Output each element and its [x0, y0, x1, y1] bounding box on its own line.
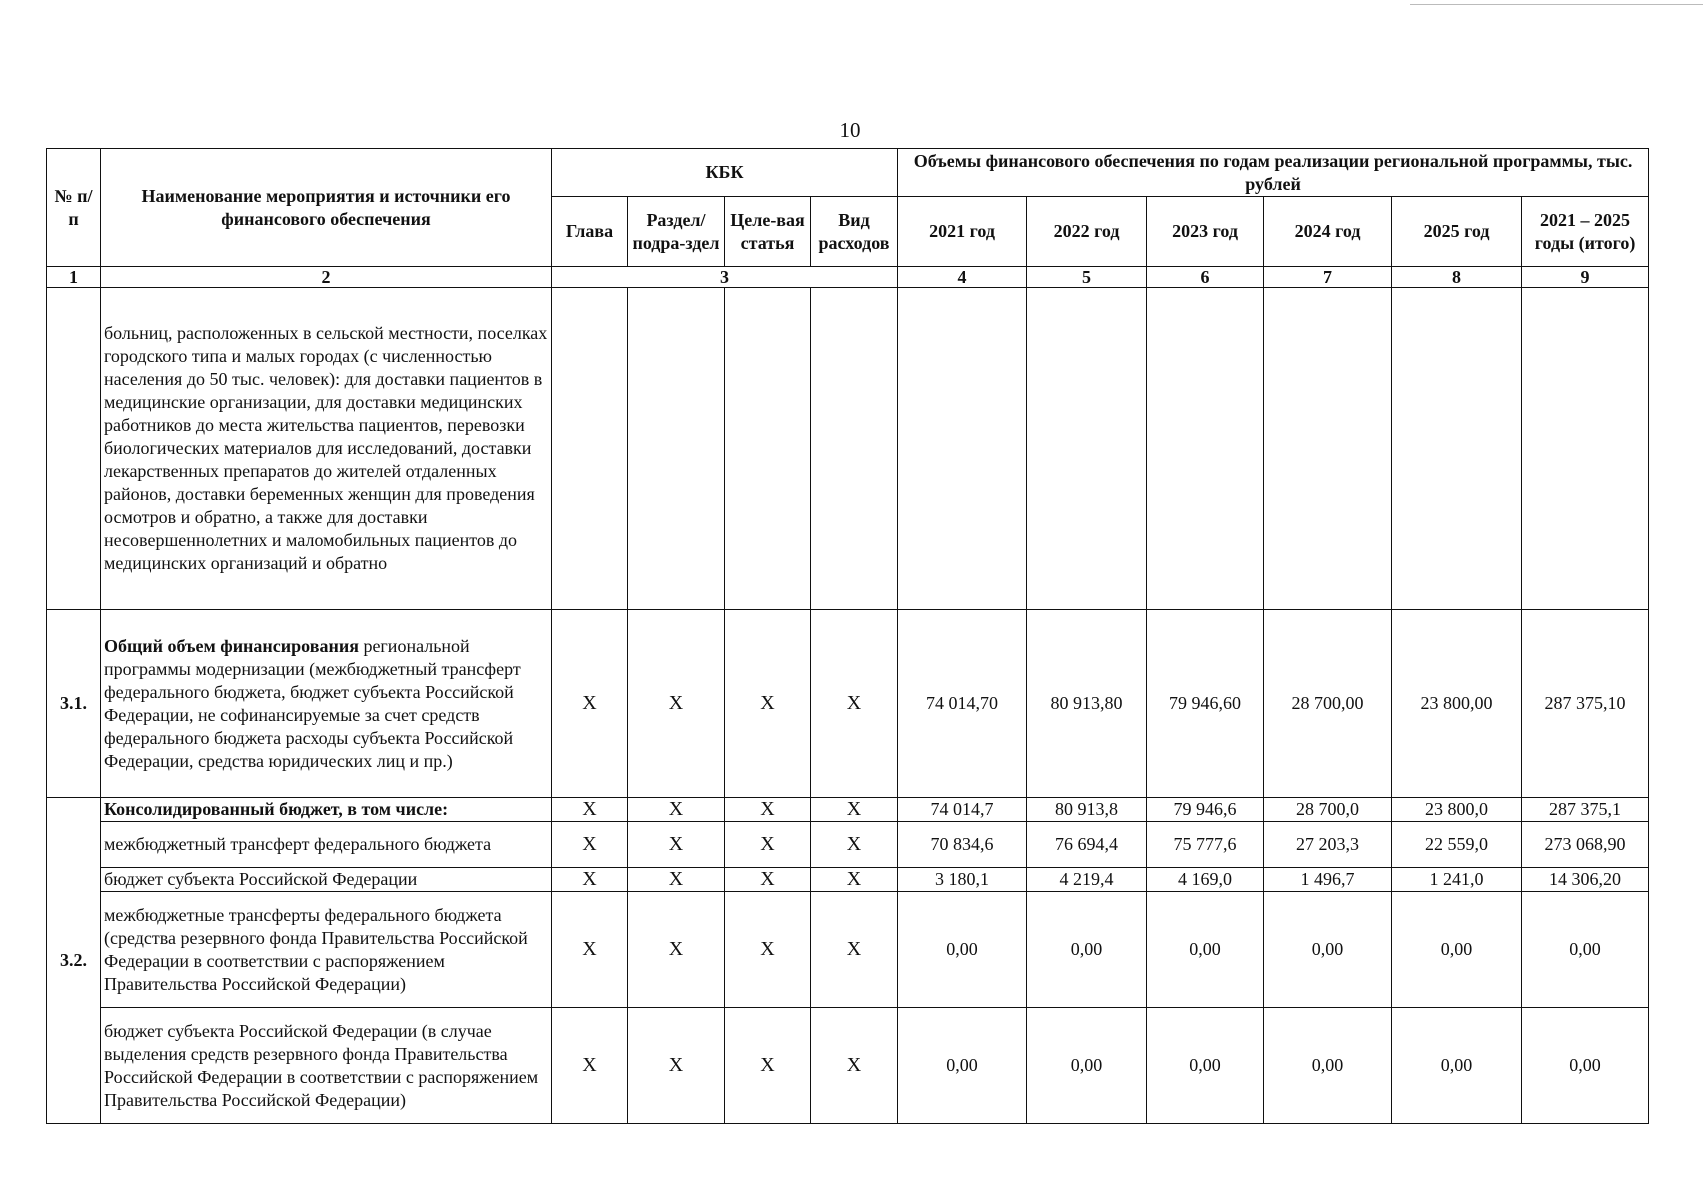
financing-table [46, 148, 1649, 1124]
value-2025: 1 241,0 [1392, 868, 1522, 892]
kbk-statya: Х [725, 822, 811, 868]
kbk-vid: Х [811, 798, 898, 822]
value-total: 14 306,20 [1522, 868, 1649, 892]
colnum-8: 8 [1392, 267, 1522, 288]
header-year-total: 2021 – 2025 годы (итого) [1522, 197, 1649, 267]
colnum-9: 9 [1522, 267, 1649, 288]
kbk-glava: Х [552, 868, 628, 892]
value-2021: 74 014,70 [898, 610, 1027, 798]
table-row-3-2-federal-transfer [47, 822, 1649, 868]
kbk-glava: Х [552, 798, 628, 822]
value-2022: 4 219,4 [1027, 868, 1147, 892]
header-kbk-glava: Глава [552, 197, 628, 267]
value-2024: 28 700,00 [1264, 610, 1392, 798]
colnum-3: 3 [552, 267, 898, 288]
value-2021: 0,00 [898, 1008, 1027, 1124]
row-name-rest: региональной программы модернизации (межбюджетный трансферт федерального бюджета, бюджет субъекта Российской Федерации, не софинансируемые за счет средств федерального бюджета расходы субъекта Российской Федерации, средства юридических лиц и пр.) [104, 635, 521, 771]
top-edge-rule [1410, 4, 1703, 5]
value-2023: 79 946,6 [1147, 798, 1264, 822]
kbk-glava: Х [552, 1008, 628, 1124]
kbk-vid: Х [811, 892, 898, 1008]
row-name: межбюджетный трансферт федерального бюджета [101, 822, 552, 868]
value-2022: 80 913,80 [1027, 610, 1147, 798]
kbk-razdel: Х [628, 610, 725, 798]
header-year-2021: 2021 год [898, 197, 1027, 267]
kbk-statya: Х [725, 892, 811, 1008]
kbk-razdel: Х [628, 1008, 725, 1124]
value-2023: 0,00 [1147, 892, 1264, 1008]
kbk-vid: Х [811, 1008, 898, 1124]
colnum-4: 4 [898, 267, 1027, 288]
row-number: 3.1. [47, 610, 101, 798]
row-number: 3.2. [47, 798, 101, 1124]
value-2023: 75 777,6 [1147, 822, 1264, 868]
table-row-3-2-reserve-federal [47, 892, 1649, 1008]
kbk-vid: Х [811, 822, 898, 868]
header-year-2023: 2023 год [1147, 197, 1264, 267]
page-number: 10 [839, 118, 861, 142]
kbk-razdel: Х [628, 868, 725, 892]
kbk-razdel: Х [628, 798, 725, 822]
colnum-1: 1 [47, 267, 101, 288]
value-2025: 0,00 [1392, 1008, 1522, 1124]
colnum-2: 2 [101, 267, 552, 288]
row-name-bold: Общий объем финансирования [104, 635, 359, 656]
value-2025: 23 800,0 [1392, 798, 1522, 822]
value-2024: 1 496,7 [1264, 868, 1392, 892]
header-year-2025: 2025 год [1392, 197, 1522, 267]
value-2025: 0,00 [1392, 892, 1522, 1008]
value-2023: 4 169,0 [1147, 868, 1264, 892]
header-kbk-vid: Вид расходов [811, 197, 898, 267]
row-name: межбюджетные трансферты федерального бюджета (средства резервного фонда Правительства Российской Федерации в соответствии с распоряжением Правительства Российской Федерации) [101, 892, 552, 1008]
value-2021: 74 014,7 [898, 798, 1027, 822]
kbk-razdel: Х [628, 822, 725, 868]
row-name: бюджет субъекта Российской Федерации (в случае выделения средств резервного фонда Правительства Российской Федерации в соответствии с распоряжением Правительства Российской Федерации) [101, 1008, 552, 1124]
value-2022: 76 694,4 [1027, 822, 1147, 868]
kbk-statya: Х [725, 1008, 811, 1124]
colnum-5: 5 [1027, 267, 1147, 288]
table-row-3-2-subject-budget [47, 868, 1649, 892]
value-2024: 0,00 [1264, 892, 1392, 1008]
kbk-razdel: Х [628, 892, 725, 1008]
kbk-glava: Х [552, 822, 628, 868]
value-2024: 27 203,3 [1264, 822, 1392, 868]
value-2024: 28 700,0 [1264, 798, 1392, 822]
kbk-vid: Х [811, 610, 898, 798]
value-total: 287 375,1 [1522, 798, 1649, 822]
header-row-1 [47, 149, 1649, 197]
kbk-statya: Х [725, 868, 811, 892]
value-total: 273 068,90 [1522, 822, 1649, 868]
value-total: 287 375,10 [1522, 610, 1649, 798]
value-total: 0,00 [1522, 1008, 1649, 1124]
kbk-glava: Х [552, 892, 628, 1008]
kbk-statya: Х [725, 610, 811, 798]
value-2022: 80 913,8 [1027, 798, 1147, 822]
row-name: бюджет субъекта Российской Федерации [101, 868, 552, 892]
kbk-glava: Х [552, 610, 628, 798]
colnum-6: 6 [1147, 267, 1264, 288]
value-total: 0,00 [1522, 892, 1649, 1008]
continuation-text: больниц, расположенных в сельской местности, поселках городского типа и малых городах (с численностью населения до 50 тыс. человек): для доставки пациентов в медицинские организации, для доставки медицинских работников до места жительства пациентов, перевозки биологических материалов для исследований, доставки лекарственных препаратов до жителей отдаленных районов, доставки беременных женщин для проведения осмотров и обратно, а также для доставки несовершеннолетних и маломобильных пациентов до медицинских организаций и обратно [101, 288, 552, 610]
colnum-7: 7 [1264, 267, 1392, 288]
header-kbk: КБК [552, 149, 898, 197]
header-no: № п/п [47, 149, 101, 267]
value-2021: 70 834,6 [898, 822, 1027, 868]
header-year-2024: 2024 год [1264, 197, 1392, 267]
row-name: Консолидированный бюджет, в том числе: [101, 798, 552, 822]
value-2025: 22 559,0 [1392, 822, 1522, 868]
value-2023: 79 946,60 [1147, 610, 1264, 798]
table-row-3-2-reserve-subject [47, 1008, 1649, 1124]
value-2022: 0,00 [1027, 1008, 1147, 1124]
table-row-continuation [47, 288, 1649, 610]
value-2023: 0,00 [1147, 1008, 1264, 1124]
value-2025: 23 800,00 [1392, 610, 1522, 798]
value-2022: 0,00 [1027, 892, 1147, 1008]
column-number-row [47, 267, 1649, 288]
table-row-3-2-consolidated [47, 798, 1649, 822]
header-name: Наименование мероприятия и источники его финансового обеспечения [101, 149, 552, 267]
value-2021: 0,00 [898, 892, 1027, 1008]
header-kbk-statya: Целе-вая статья [725, 197, 811, 267]
kbk-statya: Х [725, 798, 811, 822]
row-name [101, 610, 552, 798]
table-row-3-1 [47, 610, 1649, 798]
header-kbk-razdel: Раздел/ подра-здел [628, 197, 725, 267]
value-2024: 0,00 [1264, 1008, 1392, 1124]
kbk-vid: Х [811, 868, 898, 892]
header-volumes: Объемы финансового обеспечения по годам реализации региональной программы, тыс. рублей [898, 149, 1649, 197]
value-2021: 3 180,1 [898, 868, 1027, 892]
header-year-2022: 2022 год [1027, 197, 1147, 267]
